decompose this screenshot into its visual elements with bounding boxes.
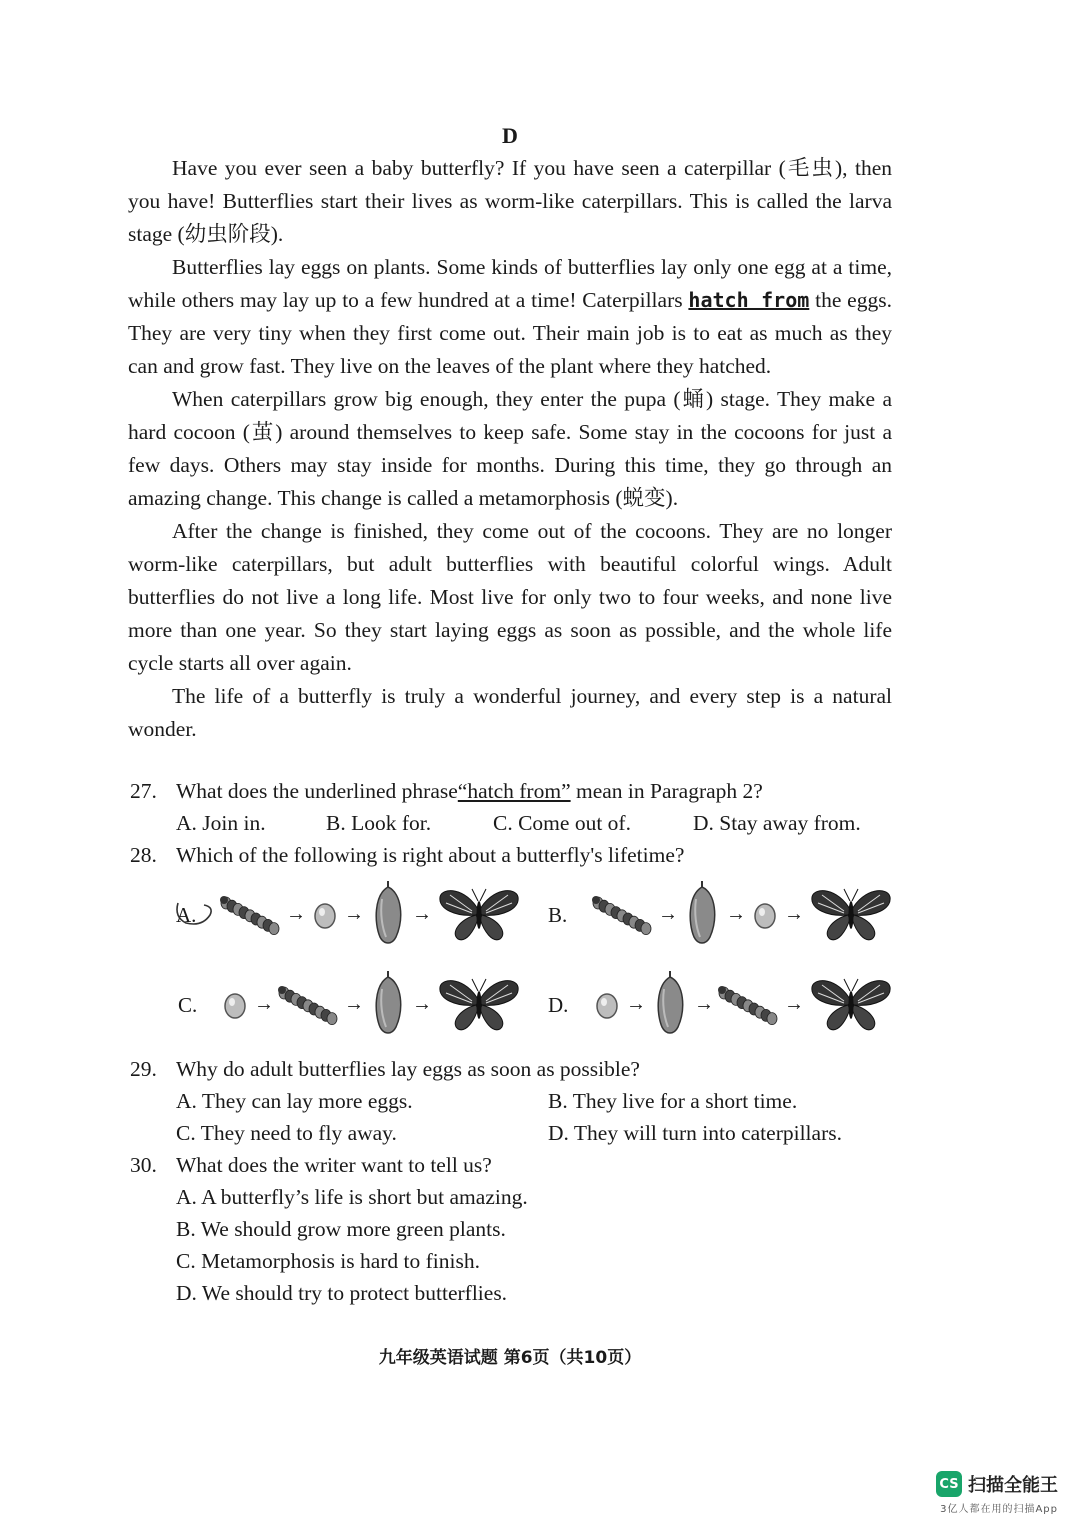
options-29-row-2 bbox=[130, 1117, 900, 1149]
arrow-icon: → bbox=[658, 903, 678, 925]
question-27 bbox=[130, 775, 900, 807]
arrow-icon: → bbox=[344, 903, 364, 925]
option-b[interactable]: B. They live for a short time. bbox=[548, 1089, 798, 1113]
paragraph-2-start: Butterflies lay eggs on plants. Some kinds of butterflies lay only one egg at a time, while others may lay up to a few hundred at a time! Caterpillars bbox=[128, 255, 892, 312]
option-a[interactable]: A. They can lay more eggs. bbox=[176, 1089, 413, 1113]
paragraph-1: Have you ever seen a baby butterfly? If you have seen a caterpillar (毛虫), then you have! Butterflies start their lives as worm-like caterpillars. This is called the larva stage (幼虫阶段). bbox=[128, 156, 892, 246]
option-a[interactable]: A. Join in. bbox=[176, 811, 266, 835]
caterpillar-icon bbox=[220, 889, 282, 939]
egg-icon bbox=[220, 984, 250, 1024]
question-number: 30. bbox=[130, 1153, 157, 1177]
options-27 bbox=[130, 807, 900, 839]
underlined-phrase: hatch from bbox=[688, 288, 810, 312]
question-29 bbox=[130, 1053, 900, 1085]
butterfly-icon bbox=[808, 883, 894, 945]
option-b[interactable]: B. We should grow more green plants. bbox=[176, 1217, 506, 1241]
stem-phrase: “hatch from” bbox=[457, 779, 571, 803]
question-number: 29. bbox=[130, 1057, 157, 1081]
pupa-icon bbox=[368, 969, 408, 1039]
option-a-sequence[interactable] bbox=[220, 879, 522, 949]
arrow-icon: → bbox=[784, 993, 804, 1015]
arrow-icon: → bbox=[286, 903, 306, 925]
option-b-sequence[interactable] bbox=[592, 879, 894, 949]
stem-text: What does the underlined phrase bbox=[176, 779, 458, 803]
paragraph-5: The life of a butterfly is truly a wonderful journey, and every step is a natural wonder. bbox=[128, 684, 892, 741]
options-29-row-1 bbox=[130, 1085, 900, 1117]
option-d[interactable]: D. We should try to protect butterflies. bbox=[176, 1281, 508, 1305]
paragraph-3: When caterpillars grow big enough, they enter the pupa (蛹) stage. They make a hard cocoon (茧) around themselves to keep safe. Some stay in the cocoons for just a few days. Others may stay inside for months. During this time, they go through an amazing change. This change is called a metamorphosis (蜕变). bbox=[128, 387, 892, 510]
caterpillar-icon bbox=[718, 979, 780, 1029]
egg-icon bbox=[592, 984, 622, 1024]
arrow-icon: → bbox=[412, 903, 432, 925]
question-list bbox=[130, 775, 900, 1309]
option-d-label[interactable]: D. bbox=[548, 993, 569, 1017]
option-a-label[interactable]: A. bbox=[176, 903, 197, 927]
option-c[interactable]: C. Metamorphosis is hard to finish. bbox=[176, 1249, 480, 1273]
arrow-icon: → bbox=[626, 993, 646, 1015]
arrow-icon: → bbox=[726, 903, 746, 925]
butterfly-icon bbox=[436, 883, 522, 945]
scanner-app-name: 扫描全能王 bbox=[968, 1475, 1058, 1496]
paragraph-2 bbox=[128, 251, 892, 383]
reading-passage bbox=[128, 152, 892, 746]
page-footer: 九年级英语试题 第6页（共10页） bbox=[378, 1348, 642, 1368]
pencil-circle-mark bbox=[172, 895, 216, 929]
butterfly-icon bbox=[808, 973, 894, 1035]
option-c[interactable]: C. Come out of. bbox=[493, 811, 631, 835]
option-b-label[interactable]: B. bbox=[548, 903, 568, 927]
section-heading: D bbox=[502, 123, 518, 148]
option-a[interactable]: A. A butterfly’s life is short but amazing. bbox=[176, 1185, 528, 1209]
option-d[interactable]: D. Stay away from. bbox=[693, 811, 861, 835]
caterpillar-icon bbox=[278, 979, 340, 1029]
egg-icon bbox=[750, 894, 780, 934]
question-stem bbox=[176, 775, 763, 807]
question-stem: What does the writer want to tell us? bbox=[176, 1153, 492, 1177]
arrow-icon: → bbox=[344, 993, 364, 1015]
question-30 bbox=[130, 1149, 900, 1181]
option-c[interactable]: C. They need to fly away. bbox=[176, 1121, 397, 1145]
pupa-icon bbox=[368, 879, 408, 949]
option-c-sequence[interactable] bbox=[220, 969, 522, 1039]
question-stem: Which of the following is right about a butterfly's lifetime? bbox=[176, 843, 685, 867]
caterpillar-icon bbox=[592, 889, 654, 939]
option-d-sequence[interactable] bbox=[592, 969, 894, 1039]
stem-text-end: mean in Paragraph 2? bbox=[570, 779, 763, 803]
pupa-icon bbox=[650, 969, 690, 1039]
question-number: 28. bbox=[130, 843, 157, 867]
question-28 bbox=[130, 839, 900, 871]
scanner-watermark bbox=[936, 1471, 1058, 1515]
option-b[interactable]: B. Look for. bbox=[326, 811, 432, 835]
pupa-icon bbox=[682, 879, 722, 949]
butterfly-icon bbox=[436, 973, 522, 1035]
arrow-icon: → bbox=[784, 903, 804, 925]
paragraph-4: After the change is finished, they come out of the cocoons. They are no longer worm-like caterpillars, but adult butterflies with beautiful colorful wings. Adult butterflies do not live a long life. Most live for only two to four weeks, and none live more than one year. So they start laying eggs as soon as possible, and the whole life cycle starts all over again. bbox=[128, 519, 892, 675]
option-c-label[interactable]: C. bbox=[178, 993, 198, 1017]
scanner-tagline: 3亿人都在用的扫描App bbox=[940, 1504, 1058, 1515]
egg-icon bbox=[310, 894, 340, 934]
paragraph-2-end: the eggs. They are very tiny when they first come out. Their main job is to eat as much as they can and grow fast. They live on the leaves of the plant where they hatched. bbox=[128, 288, 892, 378]
arrow-icon: → bbox=[412, 993, 432, 1015]
arrow-icon: → bbox=[254, 993, 274, 1015]
lifecycle-options bbox=[176, 871, 896, 1051]
arrow-icon: → bbox=[694, 993, 714, 1015]
question-number: 27. bbox=[130, 779, 157, 803]
option-d[interactable]: D. They will turn into caterpillars. bbox=[548, 1121, 842, 1145]
camscanner-logo: CS bbox=[936, 1471, 962, 1497]
question-stem: Why do adult butterflies lay eggs as soon as possible? bbox=[176, 1057, 640, 1081]
